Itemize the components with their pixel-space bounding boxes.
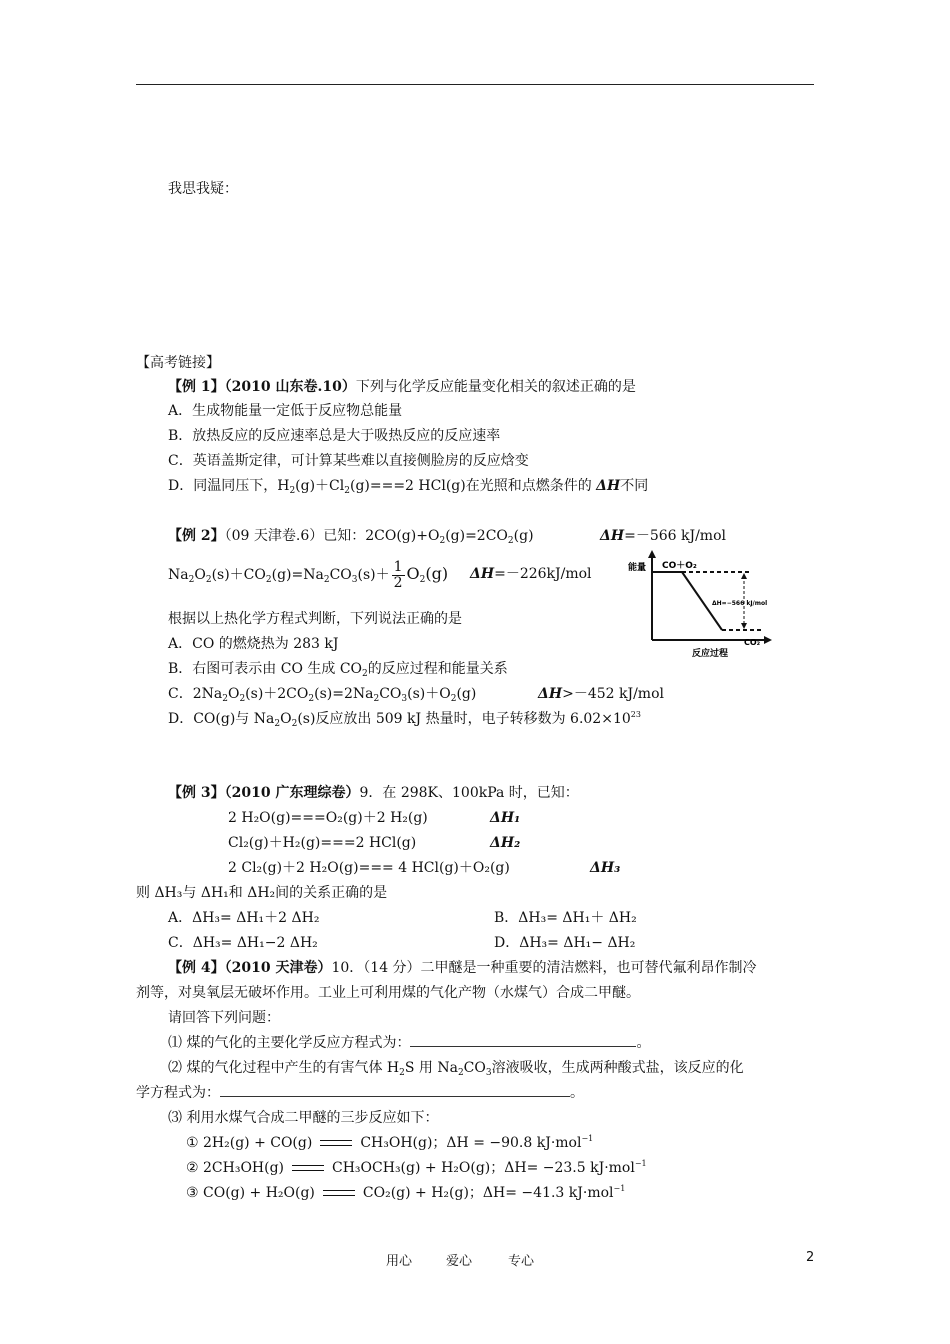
ex3-eq1: 2 H₂O(g)===O₂(g)＋2 H₂(g) [228,810,428,826]
dh-label: ΔH=−566 kJ/mol [712,600,768,607]
ex2-eq2: $Na_2O_2(s)+CO_2(g)=Na_2CO_3(s)+$ $\frac{1}{2}$ $O_2(g)$ [168,558,449,591]
ex4-q2: ⑵ 煤的气化过程中产生的有害气体 $H_2S$ 用 $Na_2CO_3$溶液吸收，生成两种酸式盐，该反应的化 [168,1060,744,1078]
ex3-option-d: D．ΔH₃= ΔH₁− ΔH₂ [494,935,636,951]
ex3-eq2: Cl₂(g)＋H₂(g)===2 HCl(g) [228,835,417,851]
equilibrium-arrow-icon [292,1163,324,1173]
ex3-option-a: A．ΔH₃= ΔH₁＋2 ΔH₂ [168,910,320,926]
ex4-source: （2010 天津卷） [224,960,332,976]
ex2-option-b: B．右图可表示由 CO 生成 $CO_2$的反应过程和能量关系 [168,661,508,679]
ex2-dh2: ΔH=－226kJ/mol [470,566,592,582]
ex2-known: 【例 2】（09 天津卷.6）已知：$2CO(g)+O_2(g)=2CO_2(g)$ [168,528,534,546]
ex3-question: 则 ΔH₃与 ΔH₁和 ΔH₂间的关系正确的是 [136,885,388,901]
ex2-option-d: D．CO(g)与 $Na_2O_2(s)$反应放出 509 kJ 热量时，电子转移数为 $6.02\times 10^{23}$ [168,710,641,729]
ex3-intro: 【例 3】（2010 广东理综卷）9．在 298K、100kPa 时，已知： [168,785,579,801]
ex4-ask: 请回答下列问题： [168,1010,280,1026]
ex4-q2-line2: 学方程式为： 。 [136,1085,584,1101]
footer-motto-3: 专心 [508,1254,535,1269]
ex3-eq3: 2 Cl₂(g)＋2 H₂O(g)=== 4 HCl(g)＋O₂(g) [228,860,510,876]
ex1-question-text: 下列与化学反应能量变化相关的叙述正确的是 [355,379,636,395]
process-axis-label: 反应过程 [692,649,729,659]
ex4-text2: 剂等，对臭氧层无破坏作用。工业上可利用煤的气化产物（水煤气）合成二甲醚。 [136,985,640,1001]
header-rule [136,84,814,85]
ex4-text1: 【例 4】（2010 天津卷）10．（14 分）二甲醚是一种重要的清洁燃料，也可替代氟利昂作制冷 [168,960,757,976]
bottom-species-label: CO₂ [744,638,761,647]
ex1-label: 【例 1】 [168,379,225,395]
ex1-option-b: B．放热反应的反应速率总是大于吸热反应的反应速率 [168,428,501,444]
ex3-eq3-dh: ΔH₃ [590,860,621,876]
equilibrium-arrow-icon [323,1188,355,1198]
ex3-eq2-dh: ΔH₂ [490,835,521,851]
page-number: 2 [806,1250,815,1265]
ex3-label: 【例 3】 [168,785,225,801]
ex4-label: 【例 4】 [168,960,225,976]
ex4-reaction-3: ③ CO(g) + H₂O(g) CO₂(g) + H₂(g)；ΔH= −41.3 kJ·mol$^{-1}$ [186,1184,626,1201]
footer-motto-1: 用心 [386,1254,413,1269]
ex4-reaction-2: ② 2CH₃OH(g) CH₃OCH₃(g) + H₂O(g)；ΔH= −23.5 kJ·mol$^{-1}$ [186,1159,647,1176]
ex3-option-c: C．ΔH₃= ΔH₁−2 ΔH₂ [168,935,318,951]
ex4-reaction-1: ① 2H₂(g) + CO(g) CH₃OH(g)；ΔH = −90.8 kJ·mol$^{-1}$ [186,1134,594,1151]
ex2-option-a: A．CO 的燃烧热为 283 kJ [168,636,339,652]
ex1-option-a: A．生成物能量一定低于反应物总能量 [168,403,403,419]
ex2-judge: 根据以上热化学方程式判断，下列说法正确的是 [168,611,462,627]
ex3-option-b: B．ΔH₃= ΔH₁＋ ΔH₂ [494,910,637,926]
ex2-option-c-dh: ΔH>－452 kJ/mol [538,686,664,702]
energy-axis-arrow [648,550,656,558]
equilibrium-arrow-icon [320,1138,352,1148]
ex2-option-c: C．$2Na_2O_2(s)+2CO_2(s)=2Na_2CO_3(s)+O_2(g)$ [168,686,477,704]
answer-blank-2[interactable] [220,1084,570,1097]
ex1-question [168,378,636,396]
ex4-q1: ⑴ 煤的气化的主要化学反应方程式为： 。 [168,1035,651,1051]
process-axis-arrow [764,636,772,644]
one-half-fraction: $\frac{1}{2}$ [393,558,403,591]
ex2-label: 【例 2】 [168,528,225,544]
ex4-q3: ⑶ 利用水煤气合成二甲醚的三步反应如下： [168,1110,439,1126]
energy-axis-label: 能量 [628,563,647,573]
ex2-dh1: ΔH=－566 kJ/mol [600,528,726,544]
ex1-option-d: D．同温同压下，$H_2(g)+Cl_2(g)===2$ HCl(g)在光照和点燃条件的 ΔH不同 [168,478,649,496]
section-title: 【高考链接】 [136,355,220,371]
ex1-option-c: C．英语盖斯定律，可计算某些难以直接侧脸房的反应焓变 [168,453,529,469]
footer-motto-2: 爱心 [446,1254,473,1269]
ex3-source: （2010 广东理综卷） [224,785,360,801]
energy-diagram [628,548,780,660]
answer-blank-1[interactable] [410,1034,636,1047]
top-species-label: CO＋O₂ [662,561,697,571]
ex1-source: （2010 山东卷.10） [224,379,356,395]
ex3-eq1-dh: ΔH₁ [490,810,521,826]
reflect-heading: 我思我疑： [168,181,238,197]
